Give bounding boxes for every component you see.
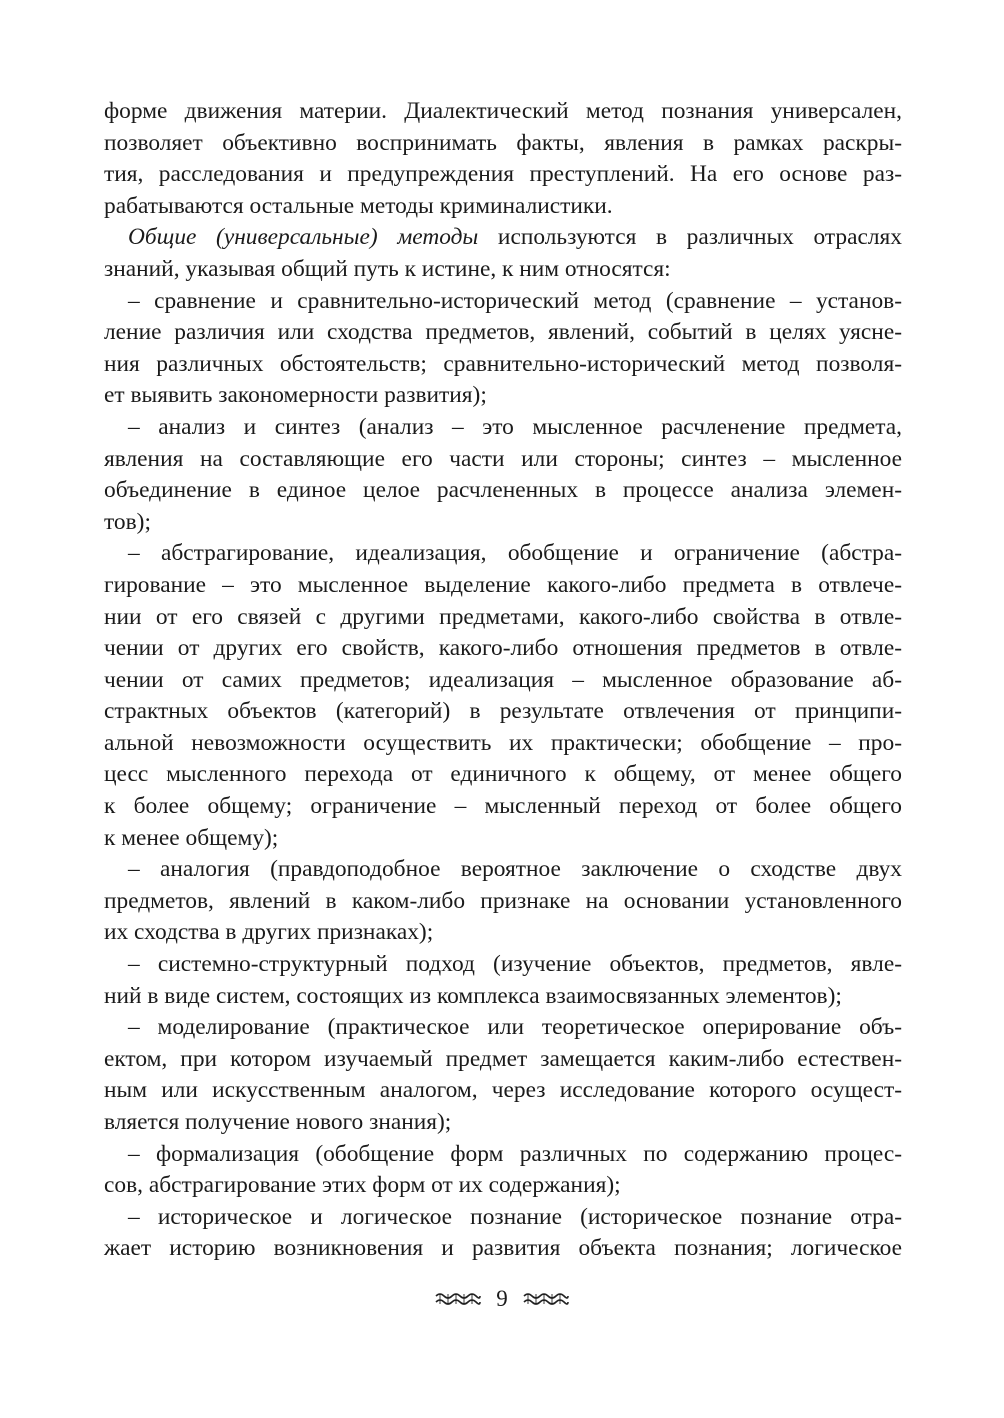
text-line-content: чении от самих предметов; идеализация – мысленное образование аб- — [104, 666, 902, 693]
text-line — [104, 823, 902, 855]
text-line — [104, 96, 902, 128]
text-line-content: – аналогия (правдоподобное вероятное заключение о сходстве двух — [128, 856, 902, 883]
text-line-content: – анализ и синтез (анализ – это мысленное расчленение предмета, — [128, 413, 902, 440]
text-line — [104, 317, 902, 349]
text-line — [104, 633, 902, 665]
text-line-content: нии от его связей с другими предметами, какого-либо свойства в отвле- — [104, 603, 902, 630]
text-line — [104, 759, 902, 791]
text-line-content: – историческое и логическое познание (историческое познание отра- — [128, 1203, 902, 1230]
text-line — [104, 917, 902, 949]
text-line-content: ектом, при котором изучаемый предмет замещается каким-либо естествен- — [104, 1045, 902, 1072]
text-line-content: – абстрагирование, идеализация, обобщение и ограничение (абстра- — [128, 540, 902, 567]
text-line — [104, 475, 902, 507]
text-line-content: сов, абстрагирование этих форм от их содержания); — [104, 1172, 621, 1199]
text-line-content: ным или искусственным аналогом, через исследование которого осущест- — [104, 1077, 902, 1104]
text-line — [104, 886, 902, 918]
text-line — [104, 791, 902, 823]
text-line-content: к более общему; ограничение – мысленный переход от более общего — [104, 793, 902, 820]
text-line-content: ет выявить закономерности развития); — [104, 382, 487, 409]
text-line-content: их сходства в других признаках); — [104, 919, 434, 946]
text-line-content: форме движения материи. Диалектический метод познания универсален, — [104, 98, 902, 124]
text-line — [104, 570, 902, 602]
text-line — [104, 254, 902, 286]
text-line — [104, 665, 902, 697]
text-line — [104, 981, 902, 1013]
text-line-content: жает историю возникновения и развития объекта познания; логическое — [104, 1235, 902, 1262]
text-line-content: – формализация (обобщение форм различных по содержанию процес- — [128, 1140, 902, 1167]
page-footer — [0, 1286, 1004, 1312]
page-body — [104, 96, 902, 1265]
text-line — [104, 444, 902, 476]
text-line — [104, 159, 902, 191]
italic-term: Общие (универсальные) методы — [128, 224, 479, 251]
text-line-content: явления на составляющие его части или стороны; синтез – мысленное — [104, 445, 902, 472]
text-line-content: цесс мысленного перехода от единичного к общему, от менее общего — [104, 761, 902, 788]
text-line-content: рабатываются остальные методы криминалистики. — [104, 192, 613, 219]
text-line-content: – сравнение и сравнительно-исторический метод (сравнение – установ- — [128, 287, 902, 314]
text-line-content: чении от других его свойств, какого-либо отношения предметов в отвле- — [104, 635, 902, 662]
text-line — [104, 1012, 902, 1044]
text-line-content: используются в различных отраслях — [478, 224, 902, 251]
wave-ornament-icon — [522, 1292, 570, 1306]
text-line-content: ление различия или сходства предметов, явлений, событий в целях уясне- — [104, 319, 902, 346]
text-line — [104, 412, 902, 444]
text-line-content: тов); — [104, 508, 151, 535]
wave-ornament-icon — [434, 1292, 482, 1306]
text-line — [104, 380, 902, 412]
text-line — [104, 1233, 902, 1265]
text-line-content: гирование – это мысленное выделение какого-либо предмета в отвлече- — [104, 571, 902, 598]
page-number: 9 — [496, 1286, 508, 1311]
text-line — [104, 1075, 902, 1107]
text-line-content: к менее общему); — [104, 824, 279, 851]
text-line — [104, 507, 902, 539]
text-line-content: тия, расследования и предупреждения преступлений. На его основе раз- — [104, 161, 902, 188]
text-line — [104, 538, 902, 570]
text-line-content: объединение в единое целое расчлененных в процессе анализа элемен- — [104, 477, 902, 504]
text-line — [104, 854, 902, 886]
text-line-content: ния различных обстоятельств; сравнительно-исторический метод позволя- — [104, 350, 902, 377]
text-line-content: позволяет объективно воспринимать факты, явления в рамках раскры- — [104, 129, 902, 156]
text-line-content: альной невозможности осуществить их практически; обобщение – про- — [104, 729, 902, 756]
text-line-content: ний в виде систем, состоящих из комплекса взаимосвязанных элементов); — [104, 982, 842, 1009]
text-line-content: вляется получение нового знания); — [104, 1109, 452, 1135]
text-line — [104, 1202, 902, 1234]
text-line — [104, 128, 902, 160]
text-line — [104, 349, 902, 381]
text-line — [104, 1139, 902, 1171]
text-line — [104, 728, 902, 760]
text-line — [104, 191, 902, 223]
text-line-content: – моделирование (практическое или теоретическое оперирование объ- — [128, 1014, 902, 1041]
text-line — [104, 696, 902, 728]
text-line — [104, 222, 902, 254]
text-line — [104, 602, 902, 634]
text-line — [104, 949, 902, 981]
text-line — [104, 286, 902, 318]
text-line-content: страктных объектов (категорий) в результате отвлечения от принципи- — [104, 698, 902, 725]
text-line-content: предметов, явлений в каком-либо признаке на основании установленного — [104, 887, 902, 914]
text-line — [104, 1170, 902, 1202]
text-line — [104, 1107, 902, 1139]
text-line-content: – системно-структурный подход (изучение объектов, предметов, явле- — [128, 951, 902, 978]
text-line-content: знаний, указывая общий путь к истине, к ним относятся: — [104, 255, 671, 282]
text-line — [104, 1044, 902, 1076]
